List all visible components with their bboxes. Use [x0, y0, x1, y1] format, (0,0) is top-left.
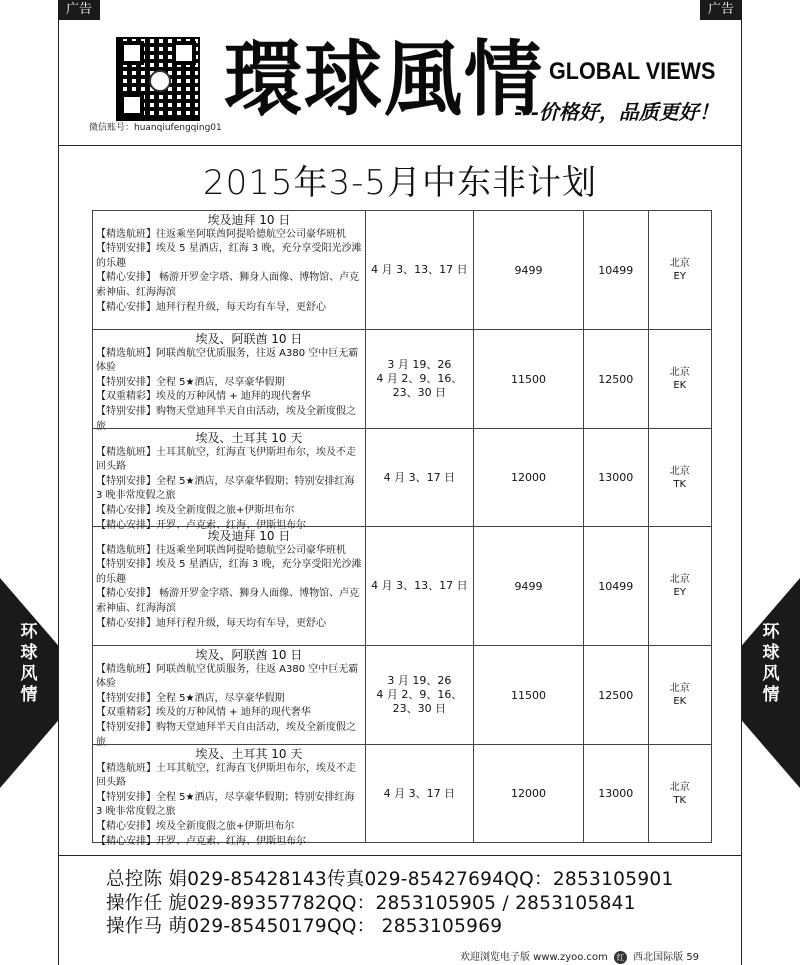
price-1: 11500: [474, 330, 584, 428]
contact-line: 总控陈 娟029-85428143传真029-85427694QQ：2853105901: [106, 869, 674, 890]
price-2: 12500: [584, 646, 648, 744]
edition: 西北国际版: [633, 952, 684, 963]
departure-city: 北京 EY: [669, 574, 690, 598]
brand-slogan: ---价格好，品质更好！: [514, 100, 719, 124]
contact-line: 操作任 旎029-89357782QQ：2853105905 / 2853105841: [106, 892, 636, 914]
itinerary-row: [92, 645, 712, 748]
price-1: 11500: [474, 646, 584, 744]
itinerary-description: [93, 330, 366, 432]
itinerary-row: [92, 329, 712, 432]
itinerary-title: 埃及、阿联酋 10 日: [195, 332, 303, 346]
price-2: 10499: [584, 527, 648, 645]
footer-text: 欢迎浏览电子版 www.zyoo.com: [460, 952, 608, 963]
itinerary-line: 【精心安排】迪拜行程升级，每天均有车导，更舒心: [96, 301, 326, 313]
itinerary-description: [93, 429, 366, 531]
itinerary-row: [92, 428, 712, 531]
itinerary-dates: 4 月 3、13、17 日: [366, 527, 474, 645]
itinerary-line: 【双重精彩】埃及的万种风情 + 迪拜的现代奢华: [96, 707, 311, 719]
itinerary-line: 【双重精彩】埃及的万种风情 + 迪拜的现代奢华: [96, 391, 311, 403]
itinerary-line: 【特别安排】全程 5★酒店，尽享豪华假期；特别安排红海 3 晚非常度假之旅: [96, 475, 355, 502]
itinerary-line: 【精选航班】阿联酋航空优质服务，往返 A380 空中巨无霸体验: [96, 663, 359, 690]
itinerary-line: 【特别安排】埃及 5 星酒店，红海 3 晚，充分享受阳光沙滩的乐趣: [96, 559, 362, 585]
contacts-divider: [59, 855, 741, 856]
itinerary-line: 【精心安排】 畅游开罗金字塔、狮身人面像、博物馆、卢克索神庙、红海海滨: [96, 588, 360, 614]
itinerary-title: 埃及、阿联酋 10 日: [195, 648, 303, 662]
ad-label-left: 广告: [58, 0, 100, 20]
itinerary-dates: 3 月 19、26 4 月 2、9、16、 23、30 日: [366, 330, 474, 428]
itinerary-dates: 4 月 3、13、17 日: [366, 211, 474, 329]
itinerary-description: [93, 646, 366, 748]
itinerary-line: 【精心安排】埃及全新度假之旅+伊斯坦布尔: [96, 504, 295, 516]
right-border-line: [741, 0, 742, 965]
side-tab-right-label: 环 球 风 情: [762, 622, 780, 705]
footer: [460, 948, 699, 964]
qr-code-icon: [116, 37, 200, 121]
itinerary-line: 【精选航班】阿联酋航空优质服务，往返 A380 空中巨无霸体验: [96, 347, 359, 374]
price-1: 9499: [474, 527, 584, 645]
price-2: 12500: [584, 330, 648, 428]
itinerary-title: 埃及、土耳其 10 天: [195, 747, 303, 761]
itinerary-line: 【特别安排】全程 5★酒店，尽享豪华假期: [96, 692, 285, 704]
header: [59, 20, 741, 145]
page-number: 59: [686, 952, 700, 963]
itinerary-title: 埃及迪拜 10 日: [207, 213, 291, 227]
itinerary-dates: 4 月 3、17 日: [366, 429, 474, 526]
price-2: 13000: [584, 745, 648, 842]
itinerary-line: 【精选航班】往返乘坐阿联酋阿提哈德航空公司豪华班机: [96, 228, 346, 240]
brand-name: 環球風情: [224, 31, 545, 128]
itinerary-title: 埃及迪拜 10 日: [207, 529, 291, 543]
badge-icon: 红: [614, 951, 627, 964]
itinerary-line: 【精心安排】开罗、卢克索、红海、伊斯坦布尔: [96, 835, 306, 847]
contact-line: 操作马 萌029-85450179QQ： 2853105969: [106, 916, 503, 937]
itinerary-dates: 4 月 3、17 日: [366, 745, 474, 842]
itinerary-line: 【精选航班】土耳其航空，红海直飞伊斯坦布尔，埃及不走回头路: [96, 762, 356, 789]
price-2: 10499: [584, 211, 648, 329]
price-1: 12000: [474, 429, 584, 526]
ad-label-right: 广告: [700, 0, 742, 20]
itinerary-line: 【特别安排】埃及 5 星酒店，红海 3 晚，充分享受阳光沙滩的乐趣: [96, 243, 362, 269]
itinerary-row: [92, 526, 712, 645]
itinerary-line: 【特别安排】购物天堂迪拜半天自由活动，埃及全新度假之旅: [96, 405, 356, 432]
itinerary-line: 【精心安排】迪拜行程升级，每天均有车导，更舒心: [96, 617, 326, 629]
itinerary-title: 埃及、土耳其 10 天: [195, 431, 303, 445]
itinerary-line: 【精心安排】埃及全新度假之旅+伊斯坦布尔: [96, 820, 295, 832]
itinerary-description: [93, 211, 366, 329]
itinerary-line: 【特别安排】购物天堂迪拜半天自由活动，埃及全新度假之旅: [96, 721, 356, 748]
contacts: [106, 868, 680, 939]
page-title: 2015年3-5月中东非计划: [202, 163, 598, 203]
itinerary-description: [93, 527, 366, 645]
itinerary-row: [92, 744, 712, 847]
wechat-id: 微信账号：huanqiufengqing01: [89, 123, 222, 133]
itinerary-row: [92, 210, 712, 329]
itinerary-line: 【精心安排】开罗、卢克索、红海、伊斯坦布尔: [96, 519, 306, 531]
itinerary-line: 【精选航班】土耳其航空，红海直飞伊斯坦布尔，埃及不走回头路: [96, 446, 356, 473]
departure-city: 北京 EK: [669, 683, 690, 707]
departure-city: 北京 TK: [669, 781, 690, 806]
departure-city: 北京 TK: [669, 465, 690, 490]
itinerary-line: 【特别安排】全程 5★酒店，尽享豪华假期；特别安排红海 3 晚非常度假之旅: [96, 791, 355, 818]
brand-name-en: GLOBAL VIEWS: [549, 58, 716, 85]
itinerary-line: 【特别安排】全程 5★酒店，尽享豪华假期: [96, 376, 285, 388]
price-1: 9499: [474, 211, 584, 329]
itinerary-table: [92, 210, 712, 847]
itinerary-line: 【精选航班】往返乘坐阿联酋阿提哈德航空公司豪华班机: [96, 544, 346, 556]
price-2: 13000: [584, 429, 648, 526]
itinerary-description: [93, 745, 366, 847]
departure-city: 北京 EY: [669, 258, 690, 282]
price-1: 12000: [474, 745, 584, 842]
itinerary-line: 【精心安排】 畅游开罗金字塔、狮身人面像、博物馆、卢克索神庙、红海海滨: [96, 272, 360, 298]
side-tab-left-label: 环 球 风 情: [20, 622, 38, 705]
header-divider: [59, 145, 741, 146]
departure-city: 北京 EK: [669, 367, 690, 391]
itinerary-dates: 3 月 19、26 4 月 2、9、16、 23、30 日: [366, 646, 474, 744]
